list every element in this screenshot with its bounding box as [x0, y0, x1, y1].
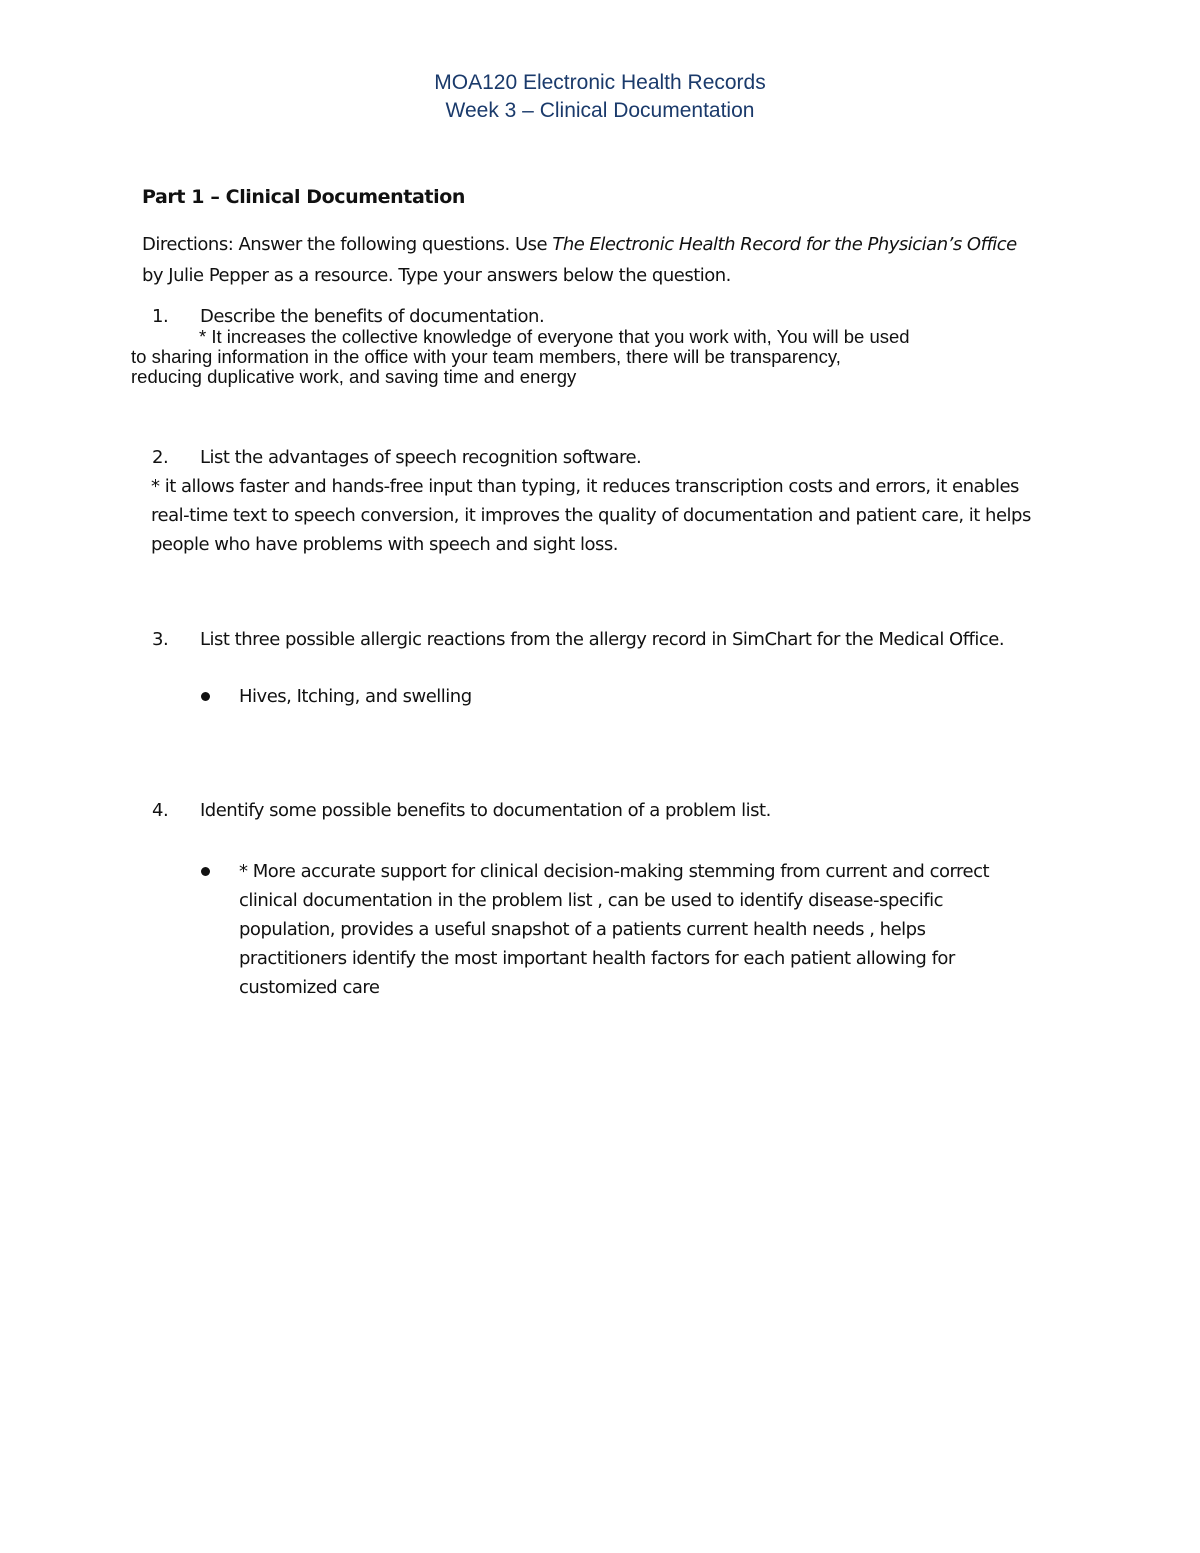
question-4: [152, 796, 1052, 825]
question-text: List the advantages of speech recognition software.: [200, 447, 642, 468]
question-number: 1.: [152, 306, 169, 327]
bullet-icon: [201, 867, 210, 876]
question-number: 3.: [152, 629, 169, 650]
directions-tail: by Julie Pepper as a resource. Type your answers below the question.: [142, 265, 731, 286]
week-title: Week 3 – Clinical Documentation: [445, 99, 755, 122]
course-title: MOA120 Electronic Health Records: [434, 71, 766, 94]
question-text: Describe the benefits of documentation.: [200, 306, 545, 327]
answer-line: * It increases the collective knowledge of everyone that you work with, You will be used: [199, 326, 910, 347]
directions-lead: Directions: Answer the following questions. Use: [142, 234, 553, 255]
question-2: [152, 443, 1052, 472]
part-heading: Part 1 – Clinical Documentation: [142, 186, 465, 208]
answer-line: reducing duplicative work, and saving time and energy: [131, 366, 577, 387]
directions-paragraph: [142, 229, 1022, 291]
question-3: [152, 625, 1052, 683]
question-text: List three possible allergic reactions from the allergy record in SimChart for the Medical Office.: [200, 629, 1005, 650]
answer-2: * it allows faster and hands-free input than typing, it reduces transcription costs and errors, it enables real-time text to speech conversion, it improves the quality of documentation and patient care, it helps people who have problems with speech and sight loss.: [151, 476, 1031, 555]
answer-line: to sharing information in the office with your team members, there will be transparency,: [131, 346, 841, 367]
answer-4-bullet: [201, 857, 1041, 1007]
bullet-text: * More accurate support for clinical decision-making stemming from current and correct clinical documentation in the problem list , can be used to identify disease-specific population, provides a useful snapshot of a patients current health needs , helps practitioners identify the most important health factors for each patient allowing for customized care: [239, 861, 990, 998]
bullet-text: Hives, Itching, and swelling: [239, 686, 472, 707]
question-number: 2.: [152, 447, 169, 468]
question-text: Identify some possible benefits to documentation of a problem list.: [200, 800, 771, 821]
answer-3-bullet: [201, 682, 1001, 711]
answer-1: [0, 327, 1200, 389]
question-number: 4.: [152, 800, 169, 821]
bullet-icon: [201, 692, 210, 701]
book-title: The Electronic Health Record for the Physician’s Office: [552, 234, 1017, 255]
